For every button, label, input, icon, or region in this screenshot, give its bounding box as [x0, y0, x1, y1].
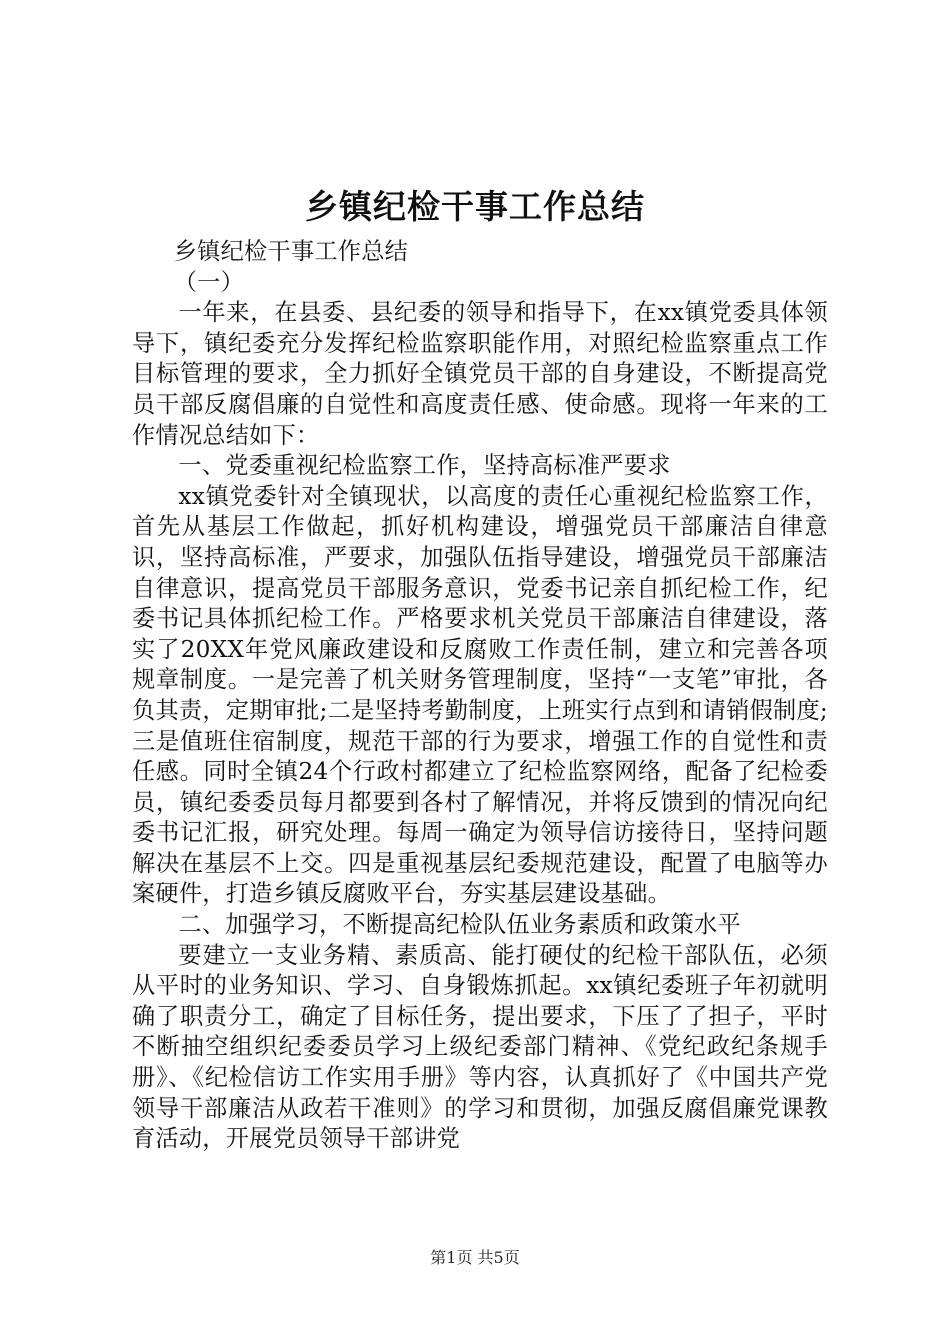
paragraph-section-1: xx镇党委针对全镇现状，以高度的责任心重视纪检监察工作，首先从基层工作做起，抓好机构建设，增强党员干部廉洁自律意识，坚持高标准，严要求，加强队伍指导建设，增强党员干部廉洁自律意识，提高党员干部服务意识，党委书记亲自抓纪检工作，纪委书记具体抓纪检工作。严格要求机关党员干部廉洁自律建设，落实了20XX年党风廉政建设和反腐败工作责任制，建立和完善各项规章制度。一是完善了机关财务管理制度，坚持“一支笔”审批，各负其责，定期审批;二是坚持考勤制度，上班实行点到和请销假制度;三是值班住宿制度，规范干部的行为要求，增强工作的自觉性和责任感。同时全镇24个行政村都建立了纪检监察网络，配备了纪检委员，镇纪委委员每月都要到各村了解情况，并将反馈到的情况向纪委书记汇报，研究处理。每周一确定为领导信访接待日，坚持问题解决在基层不上交。四是重视基层纪委规范建设，配置了电脑等办案硬件，打造乡镇反腐败平台，夯实基层建设基础。	[132, 482, 828, 908]
section-heading-1: 一、党委重视纪检监察工作，坚持高标准严要求	[178, 452, 671, 480]
section-marker: （一）	[173, 268, 245, 296]
paragraph-section-2: 要建立一支业务精、素质高、能打硬仗的纪检干部队伍，必须从平时的业务知识、学习、自身锻炼抓起。xx镇纪委班子年初就明确了职责分工，确定了目标任务，提出要求，下压了了担子，平时不断抽空组织纪委委员学习上级纪委部门精神、《党纪政纪条规手册》、《纪检信访工作实用手册》等内容，认真抓好了《中国共产党领导干部廉洁从政若干准则》的学习和贯彻，加强反腐倡廉党课教育活动，开展党员领导干部讲党	[132, 941, 828, 1153]
section-heading-2: 二、加强学习，不断提高纪检队伍业务素质和政策水平	[178, 911, 741, 939]
page-number-footer: 第1页 共5页	[430, 1248, 520, 1267]
paragraph-intro: 一年来，在县委、县纪委的领导和指导下，在xx镇党委具体领导下，镇纪委充分发挥纪检监察职能作用，对照纪检监察重点工作目标管理的要求，全力抓好全镇党员干部的自身建设，不断提高党员干部反腐倡廉的自觉性和高度责任感、使命感。现将一年来的工作情况总结如下：	[132, 299, 828, 449]
document-body	[132, 237, 828, 1155]
document-title: 乡镇纪检干事工作总结	[305, 187, 645, 226]
document-subtitle: 乡镇纪检干事工作总结	[173, 238, 409, 265]
